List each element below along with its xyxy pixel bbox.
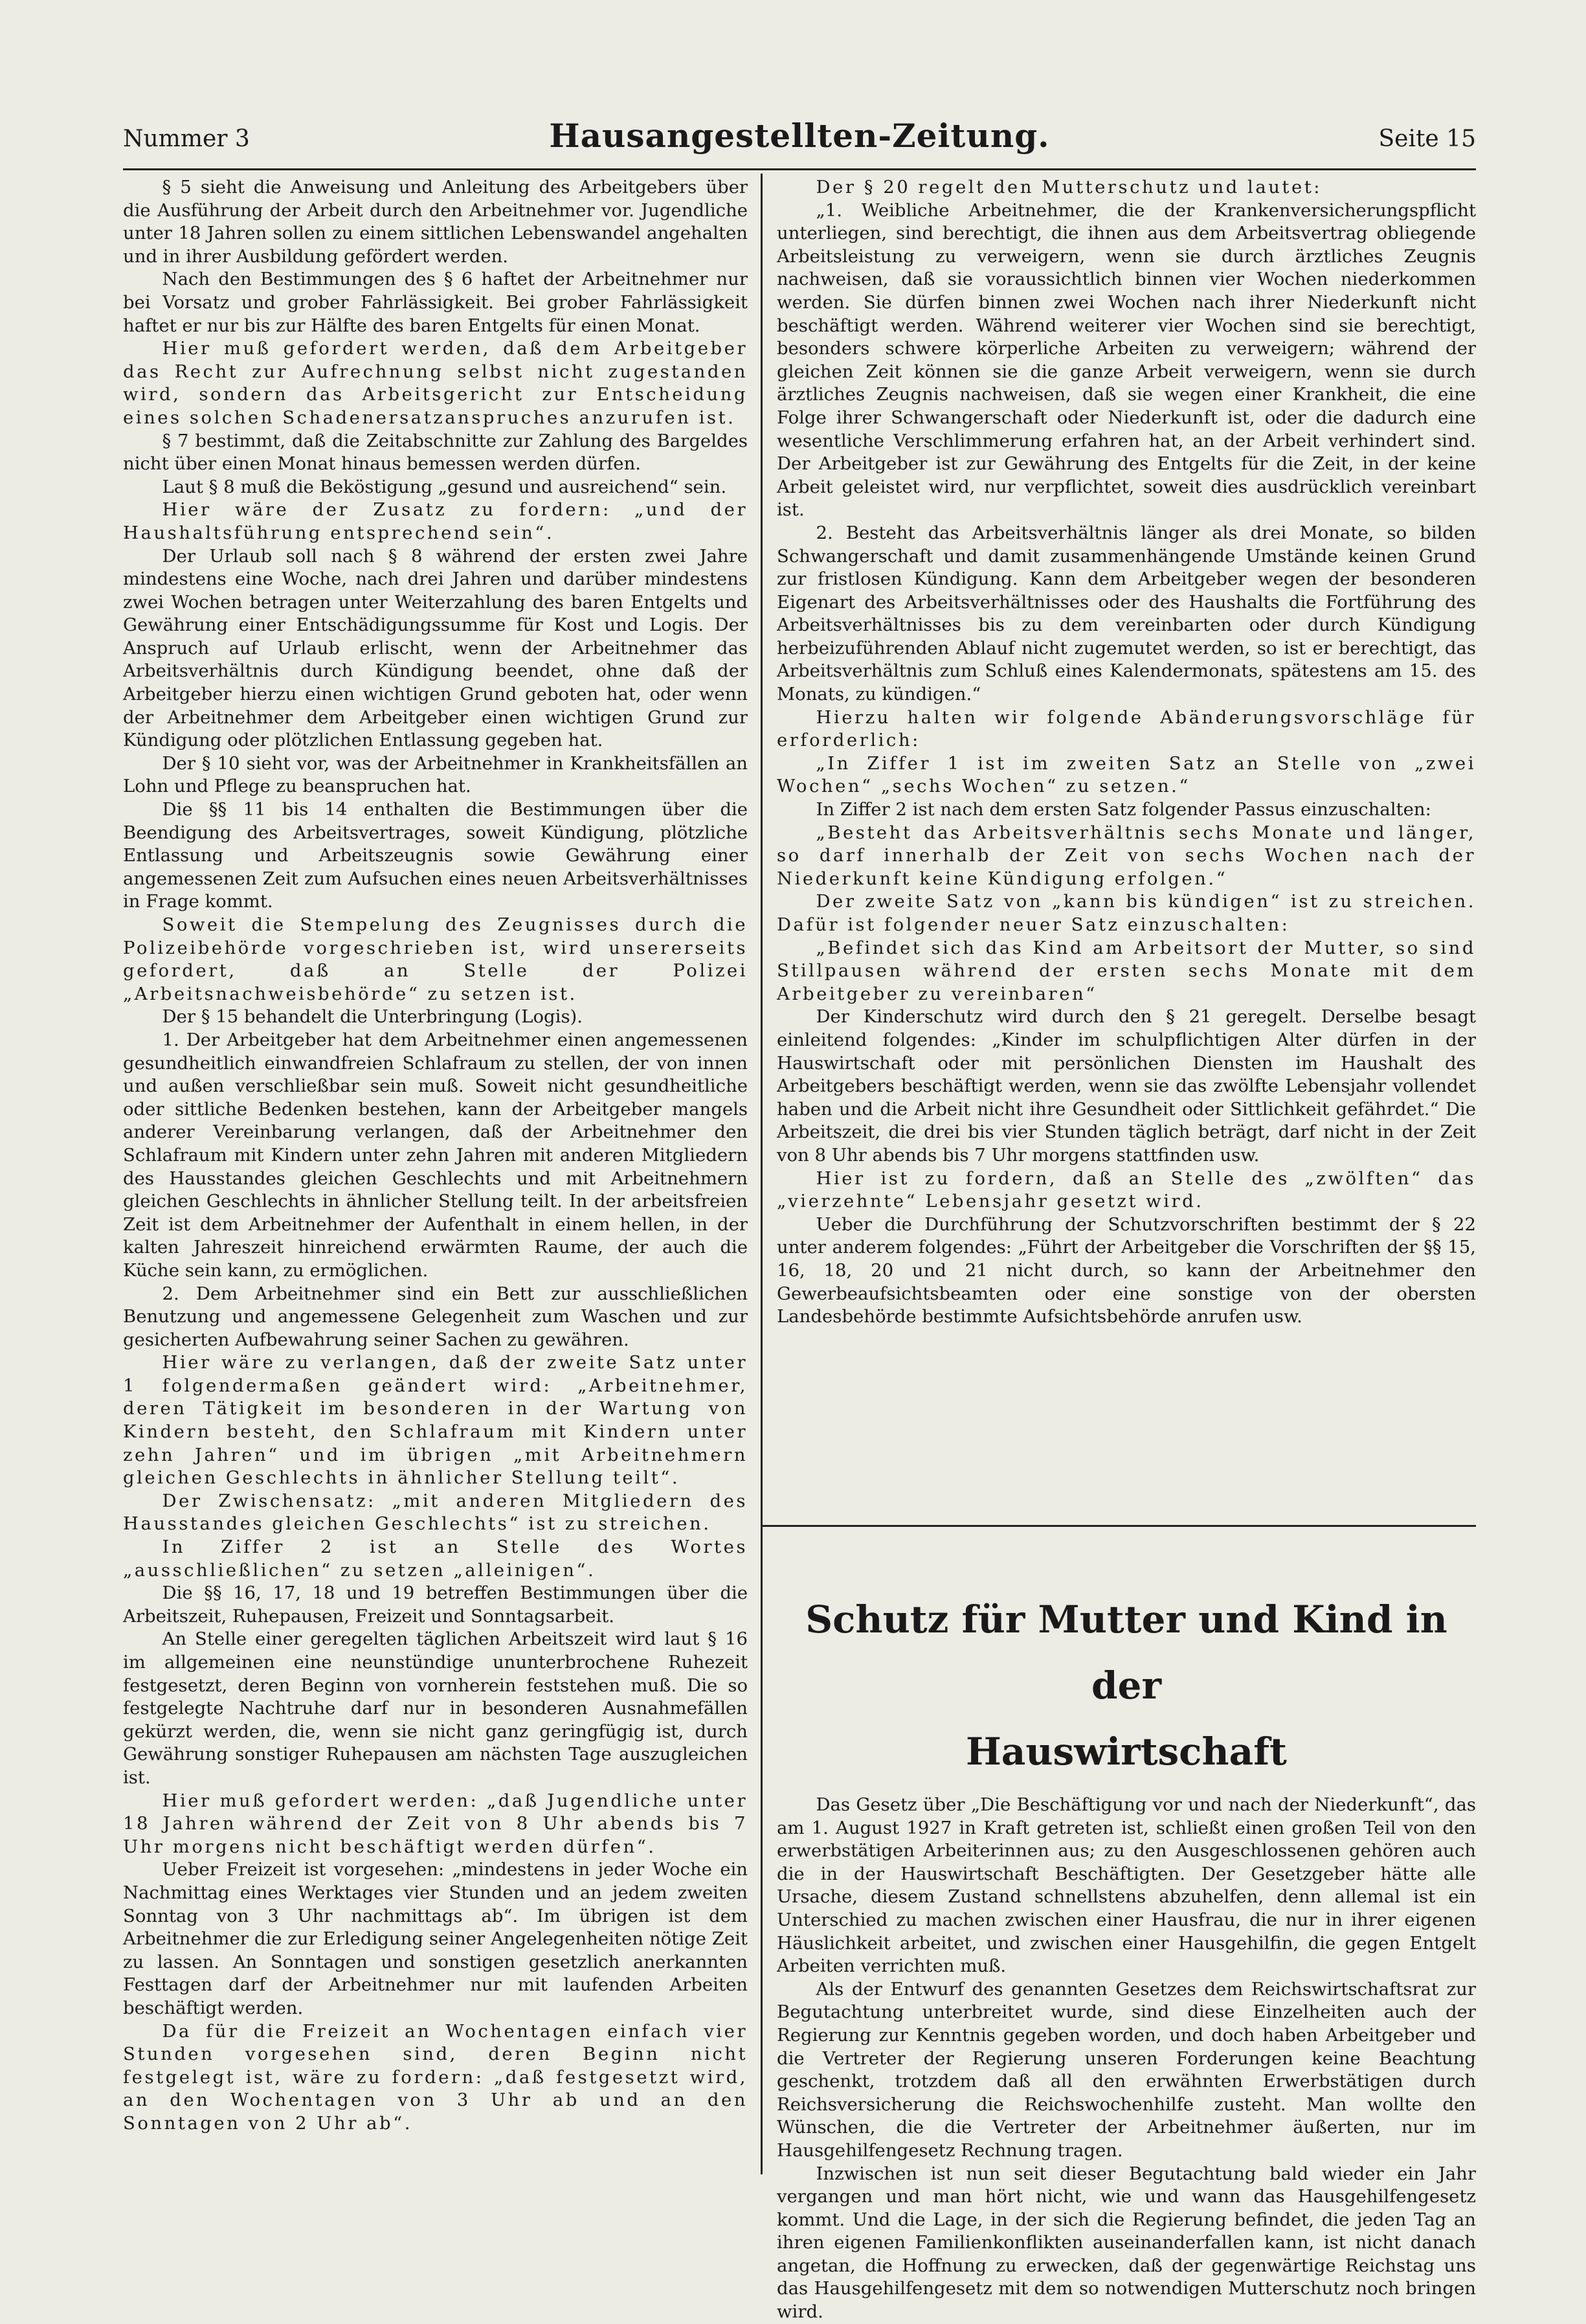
issue-number: Nummer 3 [123, 126, 250, 152]
demand-paragraph: Hier muß gefordert werden: „daß Jugendliche unter 18 Jahren während der Zeit von 8 Uhr abends bis 7 Uhr morgens nicht beschäftigt werden dürfen“. [123, 1790, 748, 1857]
page-number: Seite 15 [1378, 126, 1476, 152]
right-column-top [777, 176, 1476, 1329]
demand-paragraph: In Ziffer 2 ist an Stelle des Wortes „ausschließlichen“ zu setzen „alleinigen“. [123, 1537, 748, 1581]
demand-paragraph: Hier wäre zu verlangen, daß der zweite Satz unter 1 folgendermaßen geändert wird: „Arbeitnehmer, deren Tätigkeit im besonderen in der Wartung von Kindern besteht, den Schlafraum mit Kindern unter zehn Jahren“ und im übrigen „mit Arbeitnehmern gleichen Geschlechts in ähnlicher Stellung teilt“. [123, 1352, 748, 1489]
page-header [123, 117, 1476, 170]
demand-paragraph: Hier wäre der Zusatz zu fordern: „und der Haushaltsführung entsprechend sein“. [123, 499, 748, 543]
column-divider [761, 174, 763, 2174]
article-paragraph: Das Gesetz über „Die Beschäftigung vor und nach der Niederkunft“, das am 1. August 1927 in Kraft getreten ist, schließt einen großen Teil von den erwerbstätigen Arbeiterinnen aus; zu den Ausgeschlossenen gehören auch die in der Hauswirtschaft Beschäftigten. Der Gesetzgeber hätte alle Ursache, diesem Zustand schnellstens abzuhelfen, denn allemal ist ein Unterschied zu machen zwischen einer Hausfrau, die nur in ihrer eigenen Häuslichkeit arbeitet, und zwischen einer Hausgehilfin, die gegen Entgelt Arbeiten verrichten muß. [777, 1794, 1476, 1977]
paragraph: An Stelle einer geregelten täglichen Arbeitszeit wird laut § 16 im allgemeinen eine neunstündige ununterbrochene Ruhezeit festgesetzt, deren Beginn von vornherein feststehen muß. Die so festgelegte Nachtruhe darf nur in besonderen Ausnahmefällen gekürzt werden, die, wenn sie nicht ganz geringfügig ist, durch Gewährung sonstiger Ruhepausen am nächsten Tage auszugleichen ist. [123, 1629, 748, 1788]
article-body [777, 1794, 1476, 2324]
article-paragraph: Als der Entwurf des genannten Gesetzes dem Reichswirtschaftsrat zur Begutachtung unterbreitet wurde, sind diese Einzelheiten auch der Regierung zur Kenntnis gegeben worden, und doch haben Arbeitgeber und die Vertreter der Regierung unseren Forderungen keine Beachtung geschenkt, trotzdem daß all den erwähnten Erwerbstätigen durch Reichsversicherung die Reichswochenhilfe zusteht. Man wollte den Wünschen, die die Vertreter der Arbeitnehmer äußerten, nur im Hausgehilfengesetz Rechnung tragen. [777, 1978, 1476, 2161]
demand-paragraph: Der Zwischensatz: „mit anderen Mitgliedern des Hausstandes gleichen Geschlechts“ ist zu streichen. [123, 1490, 748, 1535]
paragraph: § 7 bestimmt, daß die Zeitabschnitte zur Zahlung des Bargeldes nicht über einen Monat hinaus bemessen werden dürfen. [123, 430, 748, 475]
paragraph: Der § 15 behandelt die Unterbringung (Logis). [162, 1006, 583, 1028]
newspaper-title: Hausangestellten-Zeitung. [549, 117, 1050, 155]
paragraph: Der Urlaub soll nach § 8 während der ersten zwei Jahre mindestens eine Woche, nach drei Jahren und darüber mindestens zwei Wochen betragen unter Weiterzahlung des baren Entgelts und Gewährung einer Entschädigungssumme für Kost und Logis. Der Anspruch auf Urlaub erlischt, wenn der Arbeitnehmer das Arbeitsverhältnis durch Kündigung beendet, ohne daß der Arbeitgeber hierzu einen wichtigen Grund geboten hat, oder wenn der Arbeitnehmer dem Arbeitgeber einen wichtigen Grund zur Kündigung oder plötzlichen Entlassung gegeben hat. [123, 545, 748, 751]
demand-paragraph: Hier muß gefordert werden, daß dem Arbeitgeber das Recht zur Aufrechnung selbst nicht zugestanden wird, sondern das Arbeitsgericht zur Entscheidung eines solchen Schadenersatzanspruches anzurufen ist. [123, 338, 748, 428]
paragraph: Die §§ 16, 17, 18 und 19 betreffen Bestimmungen über die Arbeitszeit, Ruhepausen, Freizeit und Sonntagsarbeit. [123, 1583, 748, 1627]
article-headline [777, 1586, 1476, 1785]
demand-quote: „Befindet sich das Kind am Arbeitsort der Mutter, so sind Stillpausen während der ersten sechs Monate mit dem Arbeitgeber zu vereinbaren“ [777, 937, 1476, 1004]
paragraph: Nach den Bestimmungen des § 6 haftet der Arbeitnehmer nur bei Vorsatz und grober Fahrlässigkeit. Bei grober Fahrlässigkeit haftet er nur bis zur Hälfte des baren Entgelts für einen Monat. [123, 269, 748, 336]
paragraph: 1. Der Arbeitgeber hat dem Arbeitnehmer einen angemessenen gesundheitlich einwandfreien Schlafraum zu stellen, der von innen und außen verschließbar sein muß. Soweit nicht gesundheitliche oder sittliche Bedenken bestehen, kann der Arbeitgeber mangels anderer Vereinbarung verlangen, daß der Arbeitnehmer den Schlafraum mit Kindern unter zehn Jahren mit anderen Mitgliedern des Hausstandes gleichen Geschlechts und mit Arbeitnehmern gleichen Geschlechts in ähnlicher Stellung teilt. In der arbeitsfreien Zeit ist dem Arbeitnehmer der Aufenthalt in einem hellen, in der kalten Jahreszeit hinreichend erwärmten Raume, der auch die Küche sein kann, zu ermöglichen. [123, 1029, 748, 1281]
demand-paragraph: Der zweite Satz von „kann bis kündigen“ ist zu streichen. Dafür ist folgender neuer Satz einzuschalten: [777, 891, 1476, 935]
law-quote: „1. Weibliche Arbeitnehmer, die der Krankenversicherungspflicht unterliegen, sind berechtigt, die ihnen aus dem Arbeitsvertrag obliegende Arbeitsleistung zu verweigern, wenn sie durch ärztliches Zeugnis nachweisen, daß sie voraussichtlich binnen vier Wochen niederkommen werden. Sie dürfen binnen zwei Wochen nach ihrer Niederkunft nicht beschäftigt werden. Während weiterer vier Wochen sind sie berechtigt, besonders schwere körperliche Arbeiten zu verweigern; während der gleichen Zeit können sie die ganze Arbeit verweigern, wenn sie durch ärztliches Zeugnis nachweisen, daß sie wegen einer Krankheit, die eine Folge ihrer Schwangerschaft oder Niederkunft ist, oder die dadurch eine wesentliche Verschlimmerung erfahren hat, an der Arbeit verhindert sind. Der Arbeitgeber ist zur Gewährung des Entgelts für die Zeit, in der keine Arbeit geleistet wird, nur verpflichtet, soweit dies ausdrücklich vereinbart ist. [777, 199, 1476, 521]
article-paragraph: Inzwischen ist nun seit dieser Begutachtung bald wieder ein Jahr vergangen und man hört nicht, wie und wann das Hausgehilfengesetz kommt. Und die Lage, in der sich die Regierung befindet, die jeden Tag an ihren eigenen Familienkonflikten auseinanderfallen kann, ist nicht danach angetan, die Hoffnung zu erwecken, daß der gegenwärtige Reichstag uns das Hausgehilfengesetz mit dem so notwendigen Mutterschutz noch bringen wird. [777, 2163, 1476, 2323]
article-headline-line1: Schutz für Mutter und Kind in der [805, 1597, 1447, 1708]
article-headline-line2: Hauswirtschaft [966, 1730, 1287, 1774]
paragraph: § 5 sieht die Anweisung und Anleitung des Arbeitgebers über die Ausführung der Arbeit durch den Arbeitnehmer vor. Jugendliche unter 18 Jahren sollen zu einem sittlichen Lebenswandel angehalten und in ihrer Ausbildung gefördert werden. [123, 177, 748, 267]
demand-paragraph: Hierzu halten wir folgende Abänderungsvorschläge für erforderlich: [777, 706, 1476, 751]
paragraph: Der Kinderschutz wird durch den § 21 geregelt. Derselbe besagt einleitend folgendes: „Kinder im schulpflichtigen Alter dürfen in der Hauswirtschaft oder mit persönlichen Diensten im Haushalt des Arbeitgebers beschäftigt werden, wenn sie das zwölfte Lebensjahr vollendet haben und die Arbeit nicht ihre Gesundheit oder Sittlichkeit gefährdet.“ Die Arbeitszeit, die drei bis vier Stunden täglich beträgt, darf nicht in der Zeit von 8 Uhr abends bis 7 Uhr morgens stattfinden usw. [777, 1006, 1476, 1166]
paragraph: Ueber die Durchführung der Schutzvorschriften bestimmt der § 22 unter anderem folgendes: „Führt der Arbeitgeber die Vorschriften der §§ 15, 16, 18, 20 und 21 nicht durch, so kann der Arbeitnehmer den Gewerbeaufsichtsbeamten oder eine sonstige von der obersten Landesbehörde bestimmte Aufsichtsbehörde anrufen usw. [777, 1213, 1476, 1327]
paragraph: Der § 10 sieht vor, was der Arbeitnehmer in Krankheitsfällen an Lohn und Pflege zu beanspruchen hat. [123, 752, 748, 797]
demand-paragraph: Hier ist zu fordern, daß an Stelle des „zwölften“ das „vierzehnte“ Lebensjahr gesetzt wird. [777, 1168, 1476, 1212]
demand-paragraph: Soweit die Stempelung des Zeugnisses durch die Polizeibehörde vorgeschrieben ist, wird unsererseits gefordert, daß an Stelle der Polizei „Arbeitsnachweisbehörde“ zu setzen ist. [123, 914, 748, 1004]
paragraph: Ueber Freizeit ist vorgesehen: „mindestens in jeder Woche ein Nachmittag eines Werktages vier Stunden und an jedem zweiten Sonntag von 3 Uhr nachmittags ab“. Im übrigen ist dem Arbeitnehmer die zur Erledigung seiner Angelegenheiten nötige Zeit zu lassen. An Sonntagen und sonstigen gesetzlich anerkannten Festtagen darf der Arbeitnehmer nur mit laufenden Arbeiten beschäftigt werden. [123, 1859, 748, 2018]
demand-quote: „In Ziffer 1 ist im zweiten Satz an Stelle von „zwei Wochen“ „sechs Wochen“ zu setzen.“ [777, 752, 1476, 797]
paragraph: Laut § 8 muß die Beköstigung „gesund und ausreichend“ sein. [162, 476, 727, 497]
article-separator [763, 1525, 1476, 1527]
demand-quote: „Besteht das Arbeitsverhältnis sechs Monate und länger, so darf innerhalb der Zeit von sechs Wochen nach der Niederkunft keine Kündigung erfolgen.“ [777, 822, 1476, 889]
paragraph: In Ziffer 2 ist nach dem ersten Satz folgender Passus einzuschalten: [816, 799, 1431, 820]
left-column [123, 176, 748, 2135]
demand-paragraph: Da für die Freizeit an Wochentagen einfach vier Stunden vorgesehen sind, deren Beginn nicht festgelegt ist, wäre zu fordern: „daß festgesetzt wird, an den Wochentagen von 3 Uhr ab und an den Sonntagen von 2 Uhr ab“. [123, 2020, 748, 2134]
paragraph: 2. Dem Arbeitnehmer sind ein Bett zur ausschließlichen Benutzung und angemessene Gelegenheit zum Waschen und zur gesicherten Aufbewahrung seiner Sachen zu gewähren. [123, 1283, 748, 1350]
section-intro: Der § 20 regelt den Mutterschutz und lautet: [816, 177, 1323, 197]
paragraph: Die §§ 11 bis 14 enthalten die Bestimmungen über die Beendigung des Arbeitsvertrages, soweit Kündigung, plötzliche Entlassung und Arbeitszeugnis sowie Gewährung einer angemessenen Zeit zum Aufsuchen eines neuen Arbeitsverhältnisses in Frage kommt. [123, 799, 748, 912]
law-quote: 2. Besteht das Arbeitsverhältnis länger als drei Monate, so bilden Schwangerschaft und damit zusammenhängende Umstände keinen Grund zur fristlosen Kündigung. Kann dem Arbeitgeber wegen der besonderen Eigenart des Arbeitsverhältnisses oder des Haushalts die Fortführung des Arbeitsverhältnisses bis zu dem vereinbarten oder durch Kündigung herbeizuführenden Ablauf nicht zugemutet werden, so ist er berechtigt, das Arbeitsverhältnis zum Schluß eines Kalendermonats, spätestens am 15. des Monats, zu kündigen.“ [777, 522, 1476, 705]
